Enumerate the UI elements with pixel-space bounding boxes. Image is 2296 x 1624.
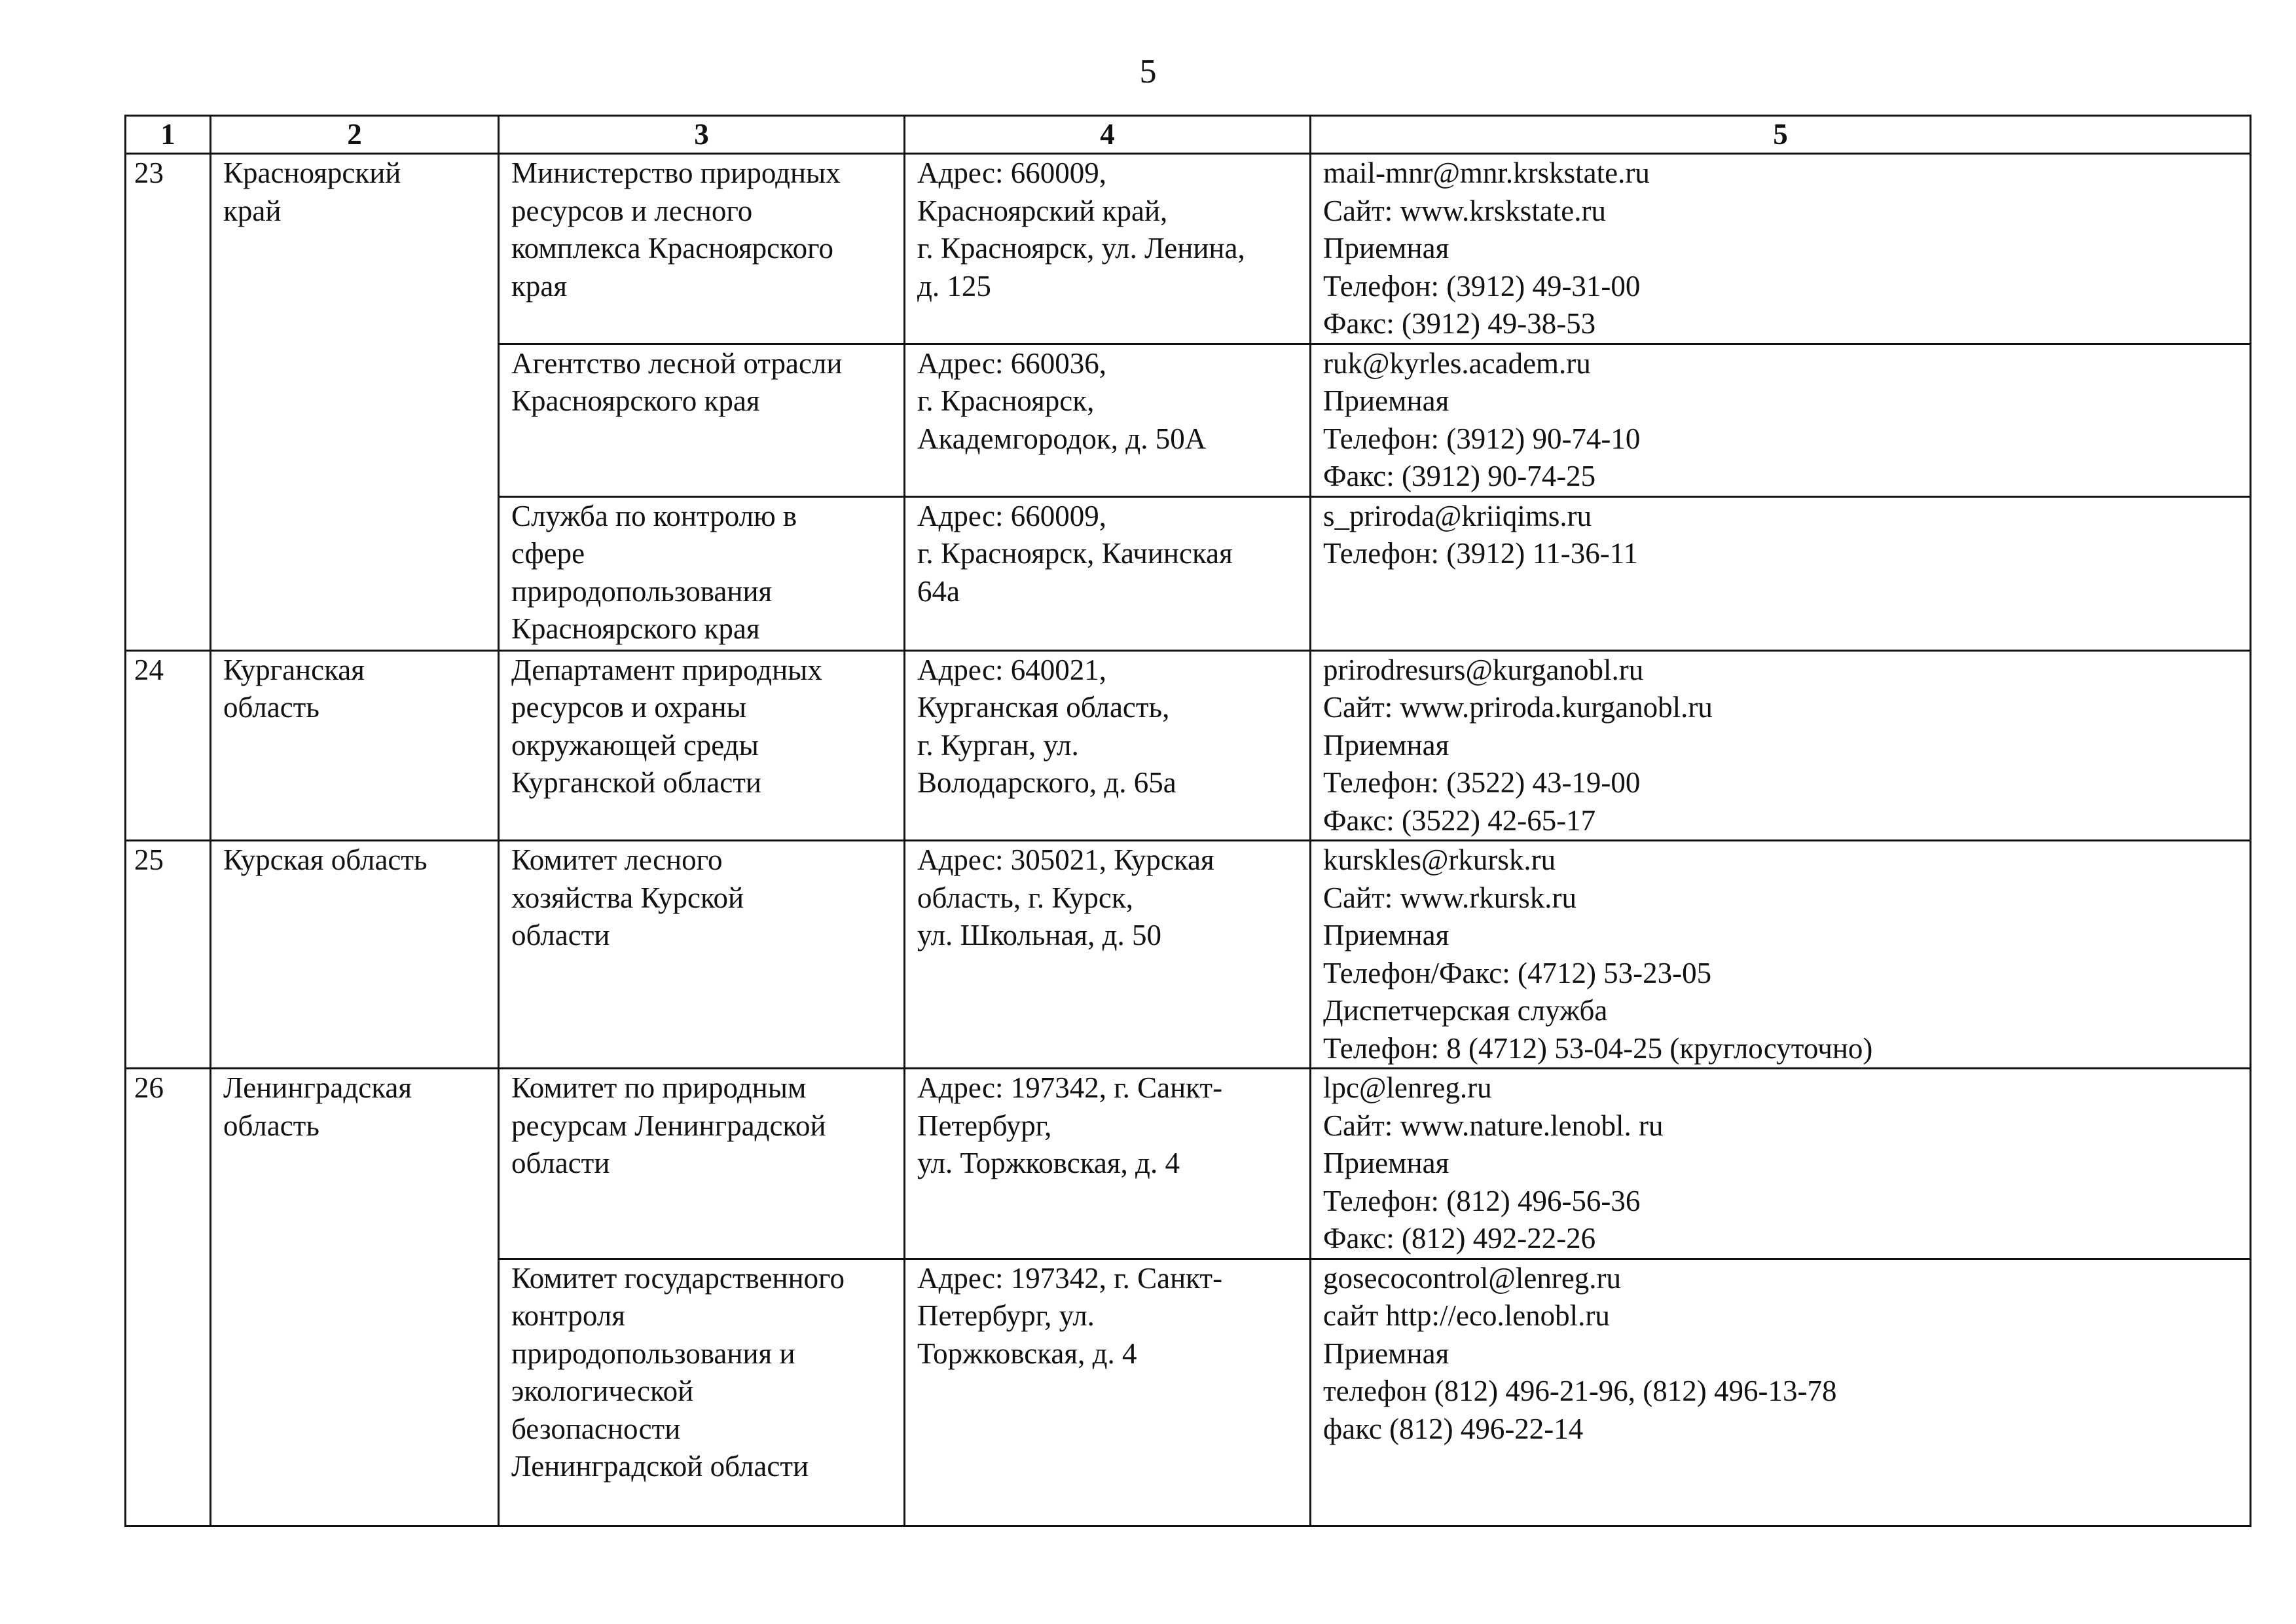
address-cell: [905, 154, 1311, 344]
region-line: Красноярский: [223, 157, 401, 189]
address-line: Курганская область,: [917, 691, 1170, 724]
contact-line: Приемная: [1323, 384, 1449, 417]
address-cell: [905, 344, 1311, 496]
contact-line: Телефон: (812) 496-56-36: [1323, 1184, 1641, 1217]
contact-line: Сайт: www.priroda.kurganobl.ru: [1323, 691, 1713, 724]
address-line: г. Красноярск, ул. Ленина,: [917, 232, 1245, 265]
contact-line: Приемная: [1323, 919, 1449, 951]
contact-line: Телефон: (3522) 43-19-00: [1323, 766, 1641, 799]
row-number-cell: [126, 841, 211, 1069]
organization-line: Красноярского края: [511, 612, 760, 645]
contact-line: Сайт: www.rkursk.ru: [1323, 881, 1577, 914]
contact-line: Приемная: [1323, 1147, 1449, 1179]
organization-line: окружающей среды: [511, 728, 759, 762]
column-header: 1: [126, 116, 211, 154]
region-line: Курская область: [223, 843, 428, 876]
contact-line: Факс: (3912) 90-74-25: [1323, 460, 1596, 492]
address-line: д. 125: [917, 269, 991, 303]
column-header: 5: [1311, 116, 2251, 154]
organizations-table: [124, 115, 2251, 1527]
organization-line: области: [511, 1147, 610, 1179]
table-row: [126, 841, 2251, 1069]
row-number-cell: [126, 154, 211, 651]
contact-line: gosecocontrol@lenreg.ru: [1323, 1261, 1622, 1295]
organization-line: ресурсам Ленинградской: [511, 1109, 826, 1142]
address-line: Адрес: 660036,: [917, 346, 1106, 380]
contacts-cell: [1311, 154, 2251, 344]
organization-line: Комитет по природным: [511, 1071, 807, 1104]
contact-line: ruk@kyrles.academ.ru: [1323, 346, 1591, 380]
address-line: Адрес: 197342, г. Санкт-: [917, 1261, 1223, 1295]
region-cell: [211, 1069, 499, 1526]
contact-line: Телефон: (3912) 49-31-00: [1323, 269, 1641, 303]
organization-cell: [499, 1259, 905, 1526]
address-line: Володарского, д. 65а: [917, 766, 1176, 799]
address-line: 64а: [917, 574, 960, 608]
contact-line: lpc@lenreg.ru: [1323, 1071, 1492, 1104]
address-line: г. Курган, ул.: [917, 728, 1079, 762]
organization-line: Красноярского края: [511, 384, 760, 417]
organization-line: Министерство природных: [511, 157, 841, 189]
column-header: 2: [211, 116, 499, 154]
contact-line: Сайт: www.nature.lenobl. ru: [1323, 1109, 1664, 1142]
contact-line: s_priroda@kriiqims.ru: [1323, 499, 1592, 532]
row-number: 23: [134, 157, 164, 189]
contact-line: Приемная: [1323, 728, 1449, 762]
address-line: Адрес: 660009,: [917, 499, 1106, 532]
organization-cell: [499, 344, 905, 496]
organization-cell: [499, 650, 905, 841]
contact-line: Телефон: (3912) 90-74-10: [1323, 422, 1641, 455]
address-line: г. Красноярск, Качинская: [917, 537, 1233, 570]
organization-cell: [499, 841, 905, 1069]
region-line: область: [223, 691, 319, 724]
organization-line: контроля: [511, 1299, 625, 1332]
region-line: край: [223, 194, 282, 227]
organization-line: Курганской области: [511, 766, 761, 799]
contact-line: Диспетчерская служба: [1323, 994, 1608, 1027]
region-line: область: [223, 1109, 319, 1142]
contact-line: сайт http://eco.lenobl.ru: [1323, 1299, 1610, 1332]
row-number: 26: [134, 1071, 164, 1104]
row-number: 25: [134, 843, 164, 876]
contacts-cell: [1311, 344, 2251, 496]
header-row: [126, 116, 2251, 154]
address-line: ул. Школьная, д. 50: [917, 919, 1161, 951]
address-cell: [905, 1259, 1311, 1526]
contact-line: Телефон: 8 (4712) 53-04-25 (круглосуточно): [1323, 1031, 1873, 1065]
table-row: [126, 1069, 2251, 1259]
organization-line: Комитет государственного: [511, 1261, 845, 1295]
organization-cell: [499, 154, 905, 344]
row-number: 24: [134, 653, 164, 686]
contact-line: Телефон/Факс: (4712) 53-23-05: [1323, 956, 1712, 989]
contacts-cell: [1311, 841, 2251, 1069]
address-line: Адрес: 640021,: [917, 653, 1106, 686]
contact-line: Телефон: (3912) 11-36-11: [1323, 537, 1639, 570]
region-line: Курганская: [223, 653, 365, 686]
column-header: 4: [905, 116, 1311, 154]
organization-line: Служба по контролю в: [511, 499, 797, 532]
organization-line: экологической: [511, 1375, 694, 1407]
row-number-cell: [126, 1069, 211, 1526]
contacts-cell: [1311, 1069, 2251, 1259]
page-number: 5: [1139, 53, 1157, 90]
organization-line: ресурсов и лесного: [511, 194, 753, 227]
contact-line: kurskles@rkursk.ru: [1323, 843, 1556, 876]
contact-line: Приемная: [1323, 1337, 1449, 1370]
organization-line: области: [511, 919, 610, 951]
organization-line: Ленинградской области: [511, 1450, 809, 1483]
address-cell: [905, 650, 1311, 841]
table-body: [126, 154, 2251, 1526]
contact-line: Факс: (3912) 49-38-53: [1323, 307, 1596, 340]
contact-line: prirodresurs@kurganobl.ru: [1323, 653, 1644, 686]
organization-line: ресурсов и охраны: [511, 691, 746, 724]
contact-line: телефон (812) 496-21-96, (812) 496-13-78: [1323, 1375, 1837, 1407]
organization-line: края: [511, 269, 568, 303]
organization-line: природопользования: [511, 574, 773, 608]
address-line: Красноярский край,: [917, 194, 1168, 227]
region-cell: [211, 841, 499, 1069]
address-line: Торжковская, д. 4: [917, 1337, 1137, 1370]
address-line: Петербург,: [917, 1109, 1052, 1142]
address-cell: [905, 841, 1311, 1069]
row-number-cell: [126, 650, 211, 841]
address-line: ул. Торжковская, д. 4: [917, 1147, 1180, 1179]
address-cell: [905, 496, 1311, 650]
contact-line: mail-mnr@mnr.krskstate.ru: [1323, 157, 1650, 189]
organization-line: комплекса Красноярского: [511, 232, 833, 265]
contact-line: факс (812) 496-22-14: [1323, 1412, 1584, 1445]
address-line: Петербург, ул.: [917, 1299, 1095, 1332]
organization-cell: [499, 496, 905, 650]
region-line: Ленинградская: [223, 1071, 412, 1104]
organization-line: природопользования и: [511, 1337, 795, 1370]
address-line: Адрес: 305021, Курская: [917, 843, 1214, 876]
organization-line: Комитет лесного: [511, 843, 723, 876]
address-line: Академгородок, д. 50А: [917, 422, 1207, 455]
organization-line: сфере: [511, 537, 585, 570]
address-line: область, г. Курск,: [917, 881, 1133, 914]
contacts-cell: [1311, 496, 2251, 650]
region-cell: [211, 154, 499, 651]
table-row: [126, 650, 2251, 841]
contact-line: Приемная: [1323, 232, 1449, 265]
address-line: г. Красноярск,: [917, 384, 1095, 417]
region-cell: [211, 650, 499, 841]
organization-line: Департамент природных: [511, 653, 822, 686]
contacts-cell: [1311, 1259, 2251, 1526]
table-row: [126, 154, 2251, 344]
organization-line: хозяйства Курской: [511, 881, 744, 914]
address-line: Адрес: 660009,: [917, 157, 1106, 189]
address-line: Адрес: 197342, г. Санкт-: [917, 1071, 1223, 1104]
contact-line: Факс: (812) 492-22-26: [1323, 1222, 1596, 1255]
organization-cell: [499, 1069, 905, 1259]
contacts-cell: [1311, 650, 2251, 841]
column-header: 3: [499, 116, 905, 154]
contact-line: Факс: (3522) 42-65-17: [1323, 803, 1596, 837]
organization-line: Агентство лесной отрасли: [511, 346, 843, 380]
address-cell: [905, 1069, 1311, 1259]
organization-line: безопасности: [511, 1412, 681, 1445]
contact-line: Сайт: www.krskstate.ru: [1323, 194, 1607, 227]
